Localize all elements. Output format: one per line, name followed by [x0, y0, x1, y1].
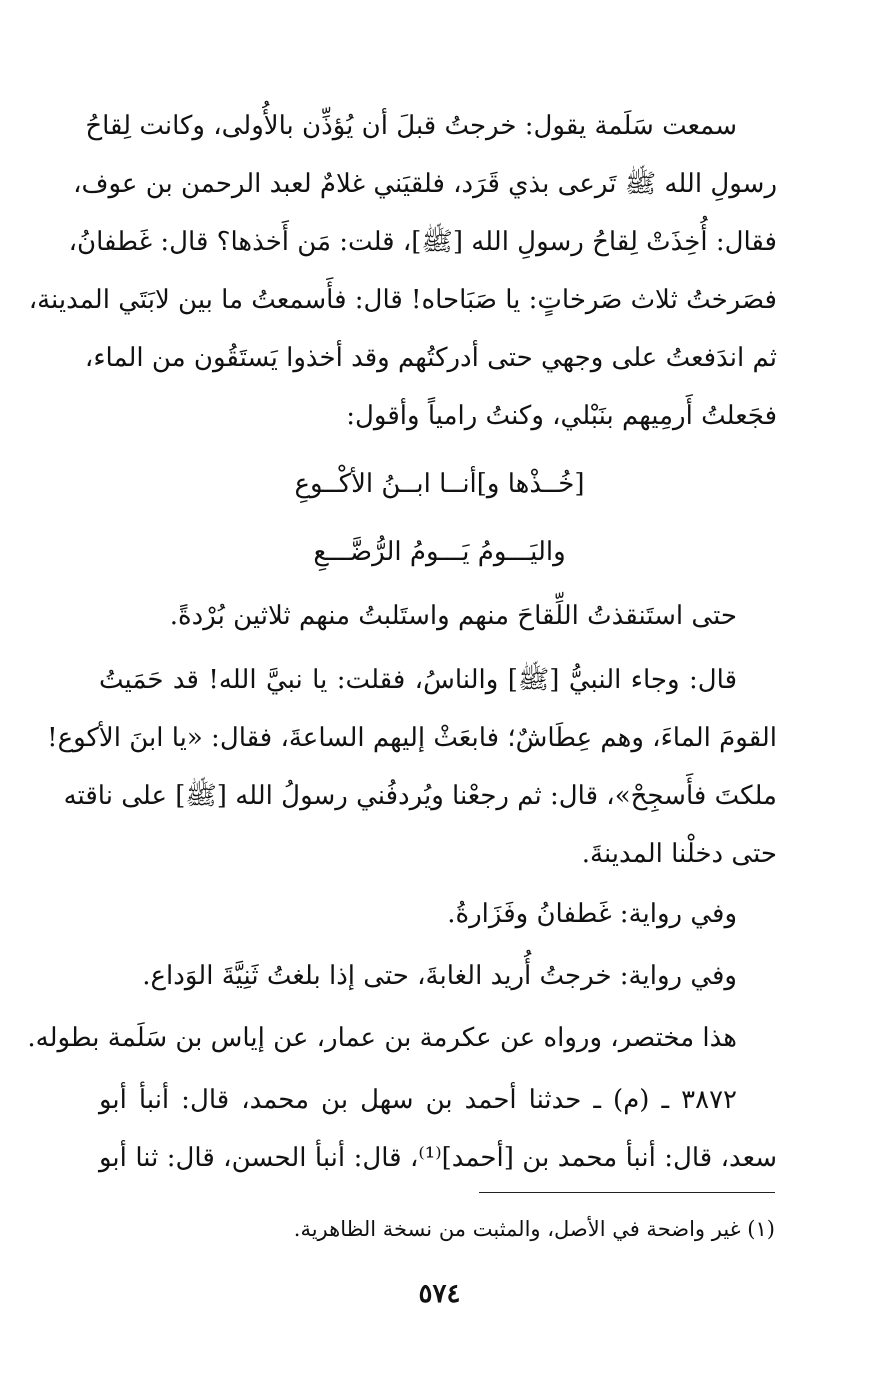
hadith-line-2: سعد، قال: أنبأ محمد بن [أحمد]⁽¹⁾، قال: أنبأ الحسن، قال: ثنا أبو: [99, 1143, 778, 1173]
hadith-line-1: ٣٨٧٢ ـ (م) ـ حدثنا أحمد بن سهل بن محمد، قال: أنبأ أبو: [99, 1085, 737, 1115]
summary-line: هذا مختصر، ورواه عن عكرمة بن عمار، عن إياس بن سَلَمة بطوله.: [27, 1023, 737, 1053]
riwaya-line-1: وفي رواية: غَطفانُ وفَزَارةُ.: [447, 899, 737, 929]
body-line-6: فجَعلتُ أَرمِيهم بنَبْلي، وكنتُ رامياً وأقول:: [346, 401, 777, 431]
body-line-2: رسولِ الله ﷺ تَرعى بذي قَرَد، فلقيَني غلامٌ لعبد الرحمن بن عوف،: [73, 169, 777, 199]
body-line-1: سمعت سَلَمة يقول: خرجتُ قبلَ أن يُؤذِّن بالأُولى، وكانت لِقاحُ: [85, 111, 737, 141]
poem-line-2: واليَـــومُ يَـــومُ الرُّضَّـــعِ: [313, 537, 566, 567]
after-poem-line: حتى استَنقذتُ اللِّقاحَ منهم واستَلبتُ منهم ثلاثين بُرْدةً.: [169, 601, 737, 631]
para2-line-4: حتى دخلْنا المدينةَ.: [581, 839, 777, 869]
riwaya-line-2: وفي رواية: خرجتُ أُريد الغابةَ، حتى إذا بلغتُ ثَنِيَّةَ الوَداع.: [142, 961, 737, 991]
body-line-3: فقال: أُخِذَتْ لِقاحُ رسولِ الله [ﷺ]، قلت: مَن أَخذها؟ قال: غَطفانُ،: [68, 227, 777, 257]
poem-line-1: [خُــذْها و]أنــا ابــنُ الأكْــوعِ: [294, 469, 585, 499]
footnote-text: (١) غير واضحة في الأصل، والمثبت من نسخة الظاهرية.: [293, 1217, 775, 1241]
body-line-5: ثم اندَفعتُ على وجهي حتى أدركتُهم وقد أخذوا يَستَقُون من الماء،: [84, 343, 777, 373]
para2-line-1: قال: وجاء النبيُّ [ﷺ] والناسُ، فقلت: يا نبيَّ الله! قد حَمَيتُ: [99, 665, 737, 695]
page-number: ٥٧٤: [418, 1279, 461, 1309]
para2-line-3: ملكتَ فأَسجِحْ»، قال: ثم رجعْنا ويُردفُني رسولُ الله [ﷺ] على ناقته: [63, 781, 777, 811]
footnote-divider: [479, 1192, 775, 1193]
body-line-4: فصَرختُ ثلاث صَرخاتٍ: يا صَبَاحاه! قال: فأَسمعتُ ما بين لابَتَي المدينة،: [28, 285, 777, 315]
para2-line-2: القومَ الماءَ، وهم عِطَاشٌ؛ فابعَثْ إليهم الساعةَ، فقال: «يا ابنَ الأكوع!: [47, 723, 777, 753]
